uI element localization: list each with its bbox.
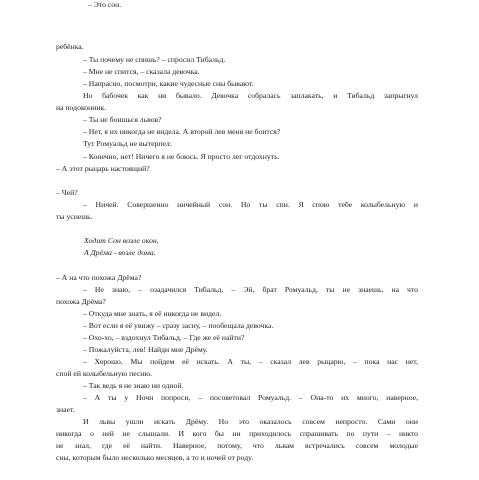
text-line: – Конечно, нет! Ничего я не боюсь. Я просто лег отдохнуть.	[83, 152, 280, 161]
verse-line: Ходит Сон возле окон,	[84, 236, 159, 245]
text-line: – Ты не боишься львов?	[83, 115, 162, 124]
text-line: – Ничей. Совершенно ничейный сон. Но ты спи. Я спою тебе колыбельную и	[83, 200, 418, 209]
text-line: – Вот если я её увижу – сразу засну, – пообещала девочка.	[83, 321, 274, 330]
text-line: сны, которым было несколько месяцев, а то и ночей от роду.	[56, 453, 254, 462]
text-line: – Откуда мне знать, я её никогда не видел.	[83, 309, 222, 318]
text-line: – А ты у Ночи попроси, – посоветовал Ромуальд. – Она-то их много, наверное,	[83, 393, 418, 402]
verse-line: А Дрёма - возле дома.	[84, 248, 156, 257]
text-line: никогда о ней не слышали. И кого бы ни приходилось спрашивать по пути – никто	[56, 429, 418, 438]
text-line: на подоконник.	[56, 103, 107, 112]
text-line: – Пожалуйста, лев! Найди мне Дрёму.	[83, 345, 208, 354]
text-line: – Охо-хо, – вздохнул Тибальд. – Где же её найти?	[83, 333, 245, 342]
text-line: Но бабочек как ни бывало. Девочка собралась заплакать, и Тибальд запрыгнул	[83, 91, 418, 100]
text-line: – А этот рыцарь настоящий?	[56, 164, 150, 173]
text-line: ты уснешь.	[56, 212, 93, 221]
text-line: похожа Дрёма?	[56, 297, 106, 306]
text-line: – Это сон.	[88, 0, 122, 9]
text-line: – Нет, я их никогда не видела. А второй лев меня не боится?	[83, 127, 281, 136]
text-line: – Напрасно, посмотри, какие чудесные сны бывают.	[83, 79, 254, 88]
text-line: И львы ушли искать Дрёму. Но это оказалось совсем непросто. Сами они	[83, 417, 418, 426]
text-line: – Хорошо. Мы пойдем её искать. А ты, – сказал лев рыцарю, – пока нас нет,	[83, 357, 418, 366]
text-line: Тут Ромуальд не вытерпел:	[83, 139, 172, 148]
text-line: – Так ведь я не знаю ни одной.	[83, 381, 184, 390]
text-line: ребёнка.	[56, 42, 84, 51]
text-line: знает.	[56, 405, 75, 414]
text-line: спой ей колыбельную песню.	[56, 369, 153, 378]
text-line: – Не знаю, – озадачился Тибальд. – Эй, брат Ромуальд, ты не знаешь, на что	[83, 285, 418, 294]
text-line: не знал, где её найти. Наверное, потому, что львам встречались совсем молодые	[56, 441, 418, 450]
text-line: – Ты почему не спишь? – спросил Тибальд.	[83, 55, 226, 64]
text-line: – Мне не спится, – сказала девочка.	[83, 67, 200, 76]
text-line: – А на что похожа Дрёма?	[56, 273, 142, 282]
text-line: – Чей?	[56, 188, 78, 197]
